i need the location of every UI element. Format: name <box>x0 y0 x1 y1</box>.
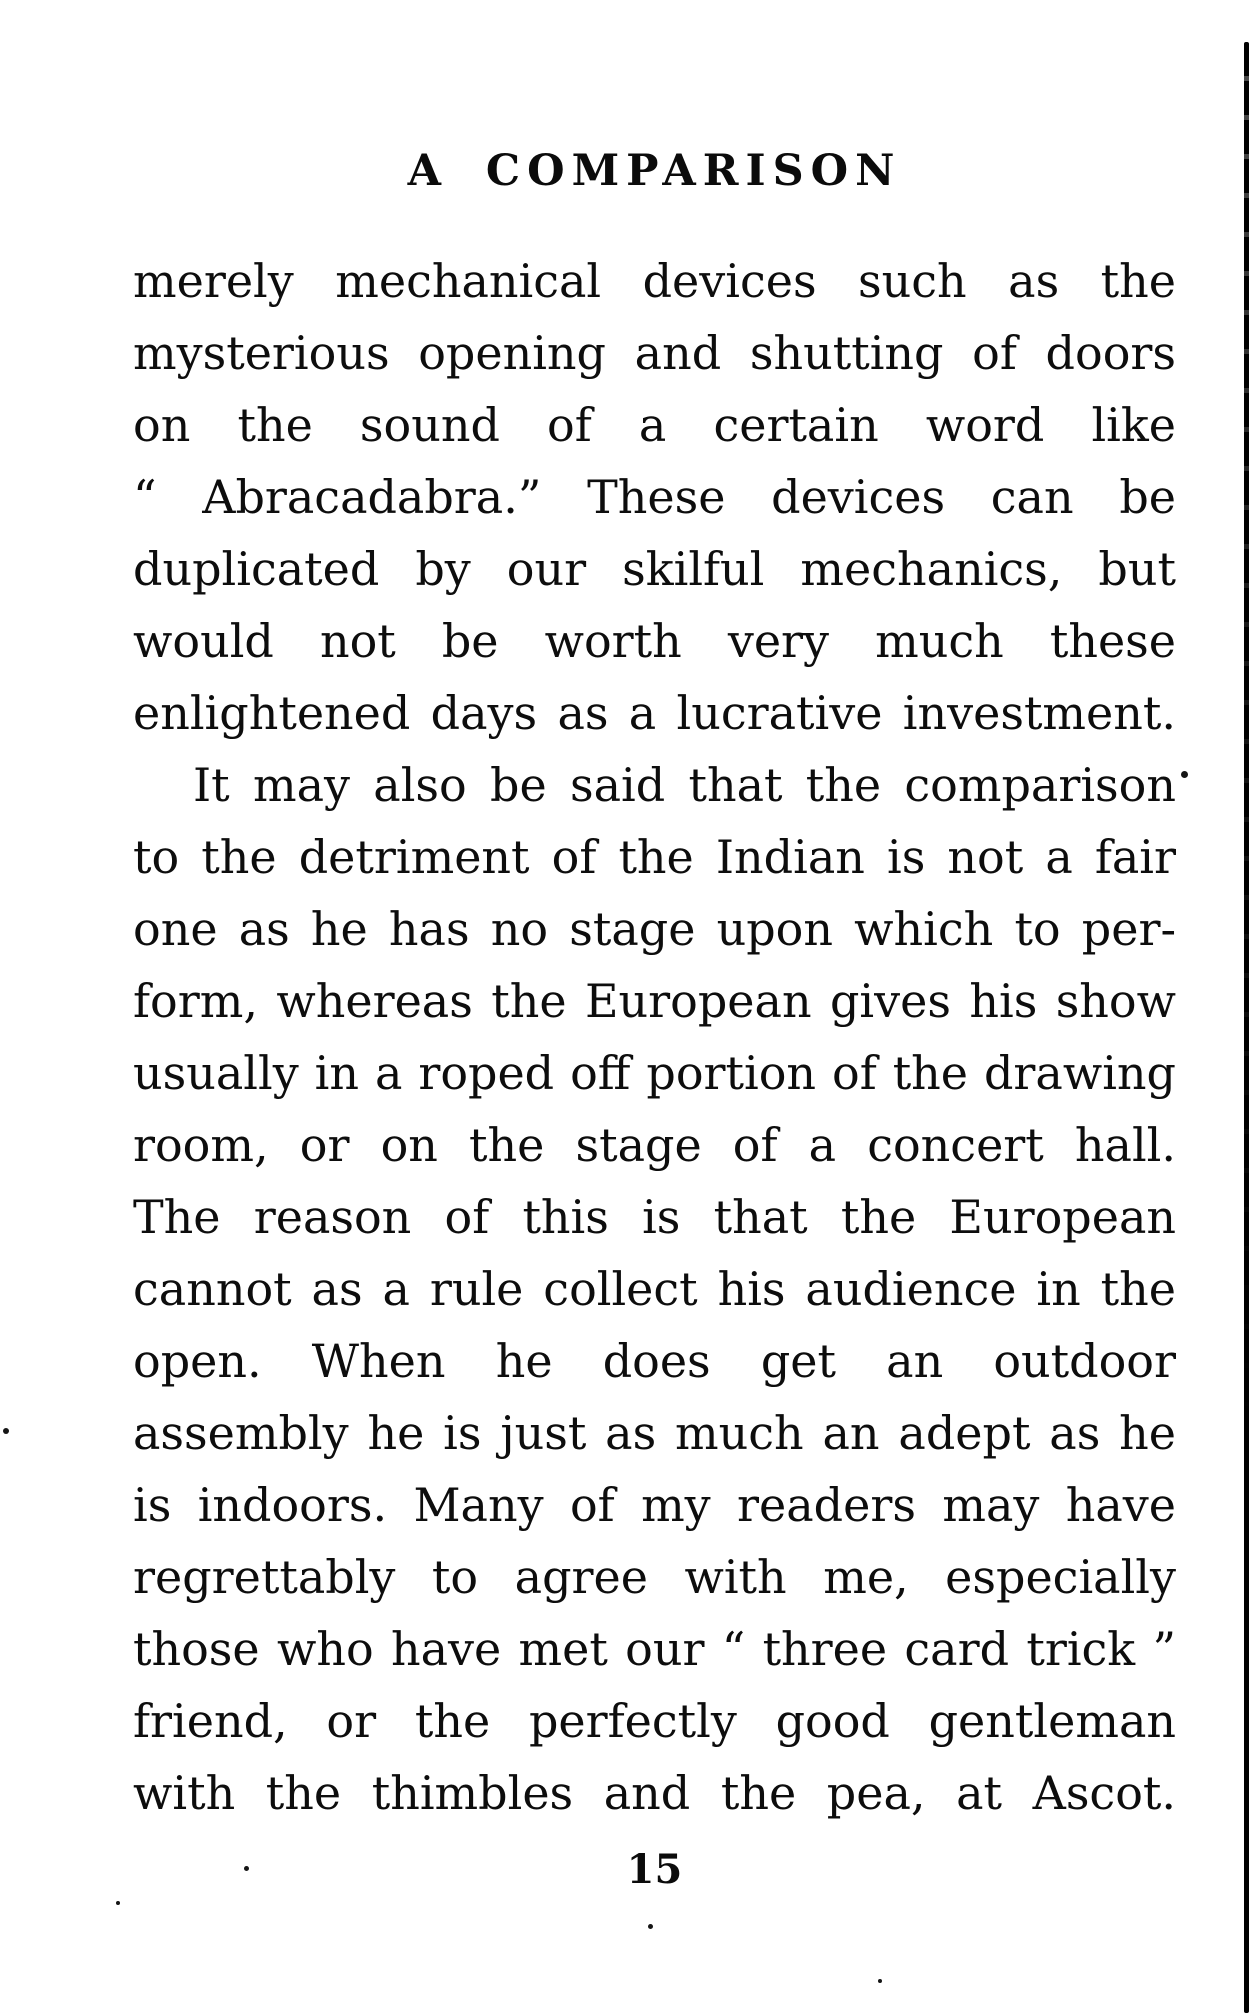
text-line: would not be worth very much these <box>133 614 1176 668</box>
text-line-paragraph-start: It may also be said that the comparison <box>193 758 1176 812</box>
text-line: friend, or the perfectly good gentleman <box>133 1694 1176 1748</box>
text-line: The reason of this is that the European <box>133 1190 1176 1244</box>
text-line: merely mechanical devices such as the <box>133 254 1176 308</box>
ink-speck <box>648 1924 653 1929</box>
text-line: room, or on the stage of a concert hall. <box>133 1118 1176 1172</box>
text-line: cannot as a rule collect his audience in the <box>133 1262 1176 1316</box>
text-line: open. When he does get an outdoor <box>133 1334 1176 1388</box>
ink-speck <box>3 1428 9 1434</box>
text-line: “ Abracadabra.” These devices can be <box>133 470 1176 524</box>
ink-speck <box>244 1866 249 1871</box>
ink-speck <box>1181 771 1188 778</box>
text-line: one as he has no stage upon which to per- <box>133 902 1176 956</box>
text-line: duplicated by our skilful mechanics, but <box>133 542 1176 596</box>
text-line: assembly he is just as much an adept as he <box>133 1406 1176 1460</box>
text-line: regrettably to agree with me, especially <box>133 1550 1176 1604</box>
text-line: on the sound of a certain word like <box>133 398 1176 452</box>
text-line: mysterious opening and shutting of doors <box>133 326 1176 380</box>
text-line: to the detriment of the Indian is not a fair <box>133 830 1176 884</box>
text-line: usually in a roped off portion of the drawing <box>133 1046 1176 1100</box>
text-line: those who have met our “ three card trick ” <box>133 1622 1176 1676</box>
scan-edge-artifact <box>1244 42 1249 2013</box>
ink-speck <box>116 1901 120 1905</box>
text-line: is indoors. Many of my readers may have <box>133 1478 1176 1532</box>
page-number: 15 <box>626 1846 683 1893</box>
body-text-block <box>133 245 1176 1829</box>
ink-speck <box>878 1979 882 1983</box>
text-line: enlightened days as a lucrative investment. <box>133 686 1176 740</box>
chapter-running-head: A COMPARISON <box>407 146 902 196</box>
text-line: form, whereas the European gives his show <box>133 974 1176 1028</box>
text-line: with the thimbles and the pea, at Ascot. <box>133 1766 1176 1820</box>
